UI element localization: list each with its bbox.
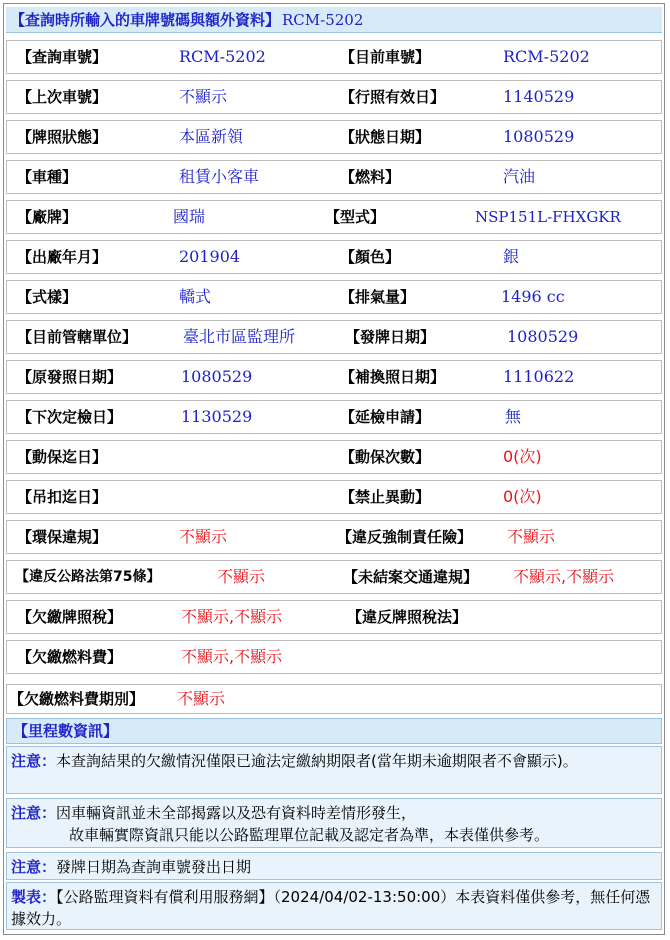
info-row bbox=[6, 80, 662, 114]
info-row bbox=[6, 400, 662, 434]
field-label: 【欠繳燃料費】 bbox=[17, 648, 123, 666]
info-row bbox=[6, 640, 662, 674]
field-value: 不顯示 bbox=[177, 689, 226, 708]
notice-text: 因車輛資訊並未全部揭露以及恐有資料時差情形發生， bbox=[56, 804, 417, 822]
field-label: 【違反強制責任險】 bbox=[337, 528, 473, 546]
info-row bbox=[6, 480, 662, 514]
field-label: 【型式】 bbox=[325, 208, 386, 226]
field-label: 【發牌日期】 bbox=[345, 328, 436, 346]
info-row bbox=[6, 684, 662, 714]
mileage-section-title: 【里程數資訊】 bbox=[6, 718, 662, 744]
field-label: 【違反公路法第75條】 bbox=[15, 569, 161, 585]
field-value: 轎式 bbox=[179, 287, 212, 306]
field-value: 1140529 bbox=[503, 87, 575, 106]
notice-key: 注意： bbox=[11, 752, 57, 770]
field-value: RCM-5202 bbox=[503, 47, 590, 66]
notice-text: 發牌日期為查詢車號發出日期 bbox=[56, 858, 252, 876]
field-label: 【原發照日期】 bbox=[17, 368, 123, 386]
field-value: 0(次) bbox=[503, 487, 542, 506]
field-label: 【未結案交通違規】 bbox=[343, 568, 479, 586]
info-row bbox=[6, 160, 662, 194]
field-label: 【牌照狀態】 bbox=[17, 128, 108, 146]
notice-key: 注意： bbox=[11, 858, 57, 876]
field-label: 【欠繳牌照稅】 bbox=[17, 608, 123, 626]
field-value: 國瑞 bbox=[173, 207, 206, 226]
field-label: 【目前車號】 bbox=[340, 48, 431, 66]
field-label: 【排氣量】 bbox=[340, 288, 416, 306]
field-value: 1080529 bbox=[503, 127, 575, 146]
field-label: 【出廠年月】 bbox=[17, 248, 108, 266]
field-value: 201904 bbox=[179, 247, 241, 266]
field-value: 不顯示,不顯示 bbox=[181, 647, 283, 666]
notice-text: 本查詢結果的欠繳情況僅限已逾法定繳納期限者(當年期未逾期限者不會顯示)。 bbox=[56, 752, 578, 770]
field-label: 【車種】 bbox=[17, 168, 78, 186]
field-label: 【禁止異動】 bbox=[340, 488, 431, 506]
field-value: 臺北市區監理所 bbox=[183, 327, 296, 346]
field-label: 【補換照日期】 bbox=[340, 368, 446, 386]
field-value: 0(次) bbox=[503, 447, 542, 466]
field-label: 【動保迄日】 bbox=[17, 448, 108, 466]
header-plate: RCM-5202 bbox=[282, 11, 364, 29]
field-value: 不顯示 bbox=[217, 567, 266, 586]
notice-disclaimer bbox=[6, 798, 662, 848]
field-value: 本區新領 bbox=[179, 127, 244, 146]
field-value: 1080529 bbox=[507, 327, 579, 346]
info-row bbox=[6, 40, 662, 74]
field-label: 【延檢申請】 bbox=[340, 408, 431, 426]
info-row bbox=[6, 560, 662, 594]
field-value: 不顯示 bbox=[179, 527, 228, 546]
field-label: 【狀態日期】 bbox=[340, 128, 431, 146]
field-value: 1130529 bbox=[181, 407, 253, 426]
field-label: 【下次定檢日】 bbox=[17, 408, 123, 426]
field-value: 不顯示 bbox=[179, 87, 228, 106]
field-value: 1110622 bbox=[503, 367, 575, 386]
info-row bbox=[6, 600, 662, 634]
info-row bbox=[6, 320, 662, 354]
field-value: 不顯示,不顯示 bbox=[181, 607, 283, 626]
notice-key: 注意： bbox=[11, 804, 57, 822]
field-label: 【環保違規】 bbox=[17, 528, 108, 546]
info-row bbox=[6, 200, 662, 234]
field-label: 【上次車號】 bbox=[17, 88, 108, 106]
info-row bbox=[6, 240, 662, 274]
field-value: 1496 cc bbox=[501, 287, 565, 306]
report-footer bbox=[6, 882, 662, 930]
field-label: 【顏色】 bbox=[340, 248, 401, 266]
field-label: 【違反牌照稅法】 bbox=[347, 608, 468, 626]
field-label: 【式樣】 bbox=[17, 288, 78, 306]
field-label: 【動保次數】 bbox=[340, 448, 431, 466]
field-label: 【吊扣迄日】 bbox=[17, 488, 108, 506]
field-label: 【查詢車號】 bbox=[17, 48, 108, 66]
field-value: 不顯示,不顯示 bbox=[513, 567, 615, 586]
info-row bbox=[6, 280, 662, 314]
field-label: 【欠繳燃料費期別】 bbox=[9, 690, 145, 708]
info-row bbox=[6, 120, 662, 154]
field-label: 【廠牌】 bbox=[17, 208, 78, 226]
field-value: 不顯示 bbox=[507, 527, 556, 546]
field-value: 銀 bbox=[503, 247, 520, 266]
notice-text: 故車輛實際資訊只能以公路監理單位記載及認定者為準，本表僅供參考。 bbox=[69, 826, 550, 844]
header-title: 【查詢時所輸入的車牌號碼與額外資料】 bbox=[10, 11, 281, 29]
footer-key: 製表： bbox=[11, 888, 57, 906]
info-row bbox=[6, 520, 662, 554]
notice-unpaid bbox=[6, 746, 662, 794]
query-header bbox=[6, 7, 662, 33]
field-value: NSP151L-FHXGKR bbox=[475, 208, 621, 226]
field-label: 【燃料】 bbox=[340, 168, 401, 186]
field-label: 【行照有效日】 bbox=[340, 88, 446, 106]
field-value: 無 bbox=[505, 407, 522, 426]
field-label: 【目前管轄單位】 bbox=[17, 328, 138, 346]
info-row bbox=[6, 440, 662, 474]
field-value: RCM-5202 bbox=[179, 47, 266, 66]
field-value: 汽油 bbox=[503, 167, 536, 186]
info-row bbox=[6, 360, 662, 394]
field-value: 租賃小客車 bbox=[179, 167, 260, 186]
field-value: 1080529 bbox=[181, 367, 253, 386]
notice-issue-date bbox=[6, 852, 662, 880]
footer-text: 【公路監理資料有償利用服務網】（2024/04/02-13:50:00）本表資料僅供參考，無任何憑據效力。 bbox=[11, 888, 651, 928]
